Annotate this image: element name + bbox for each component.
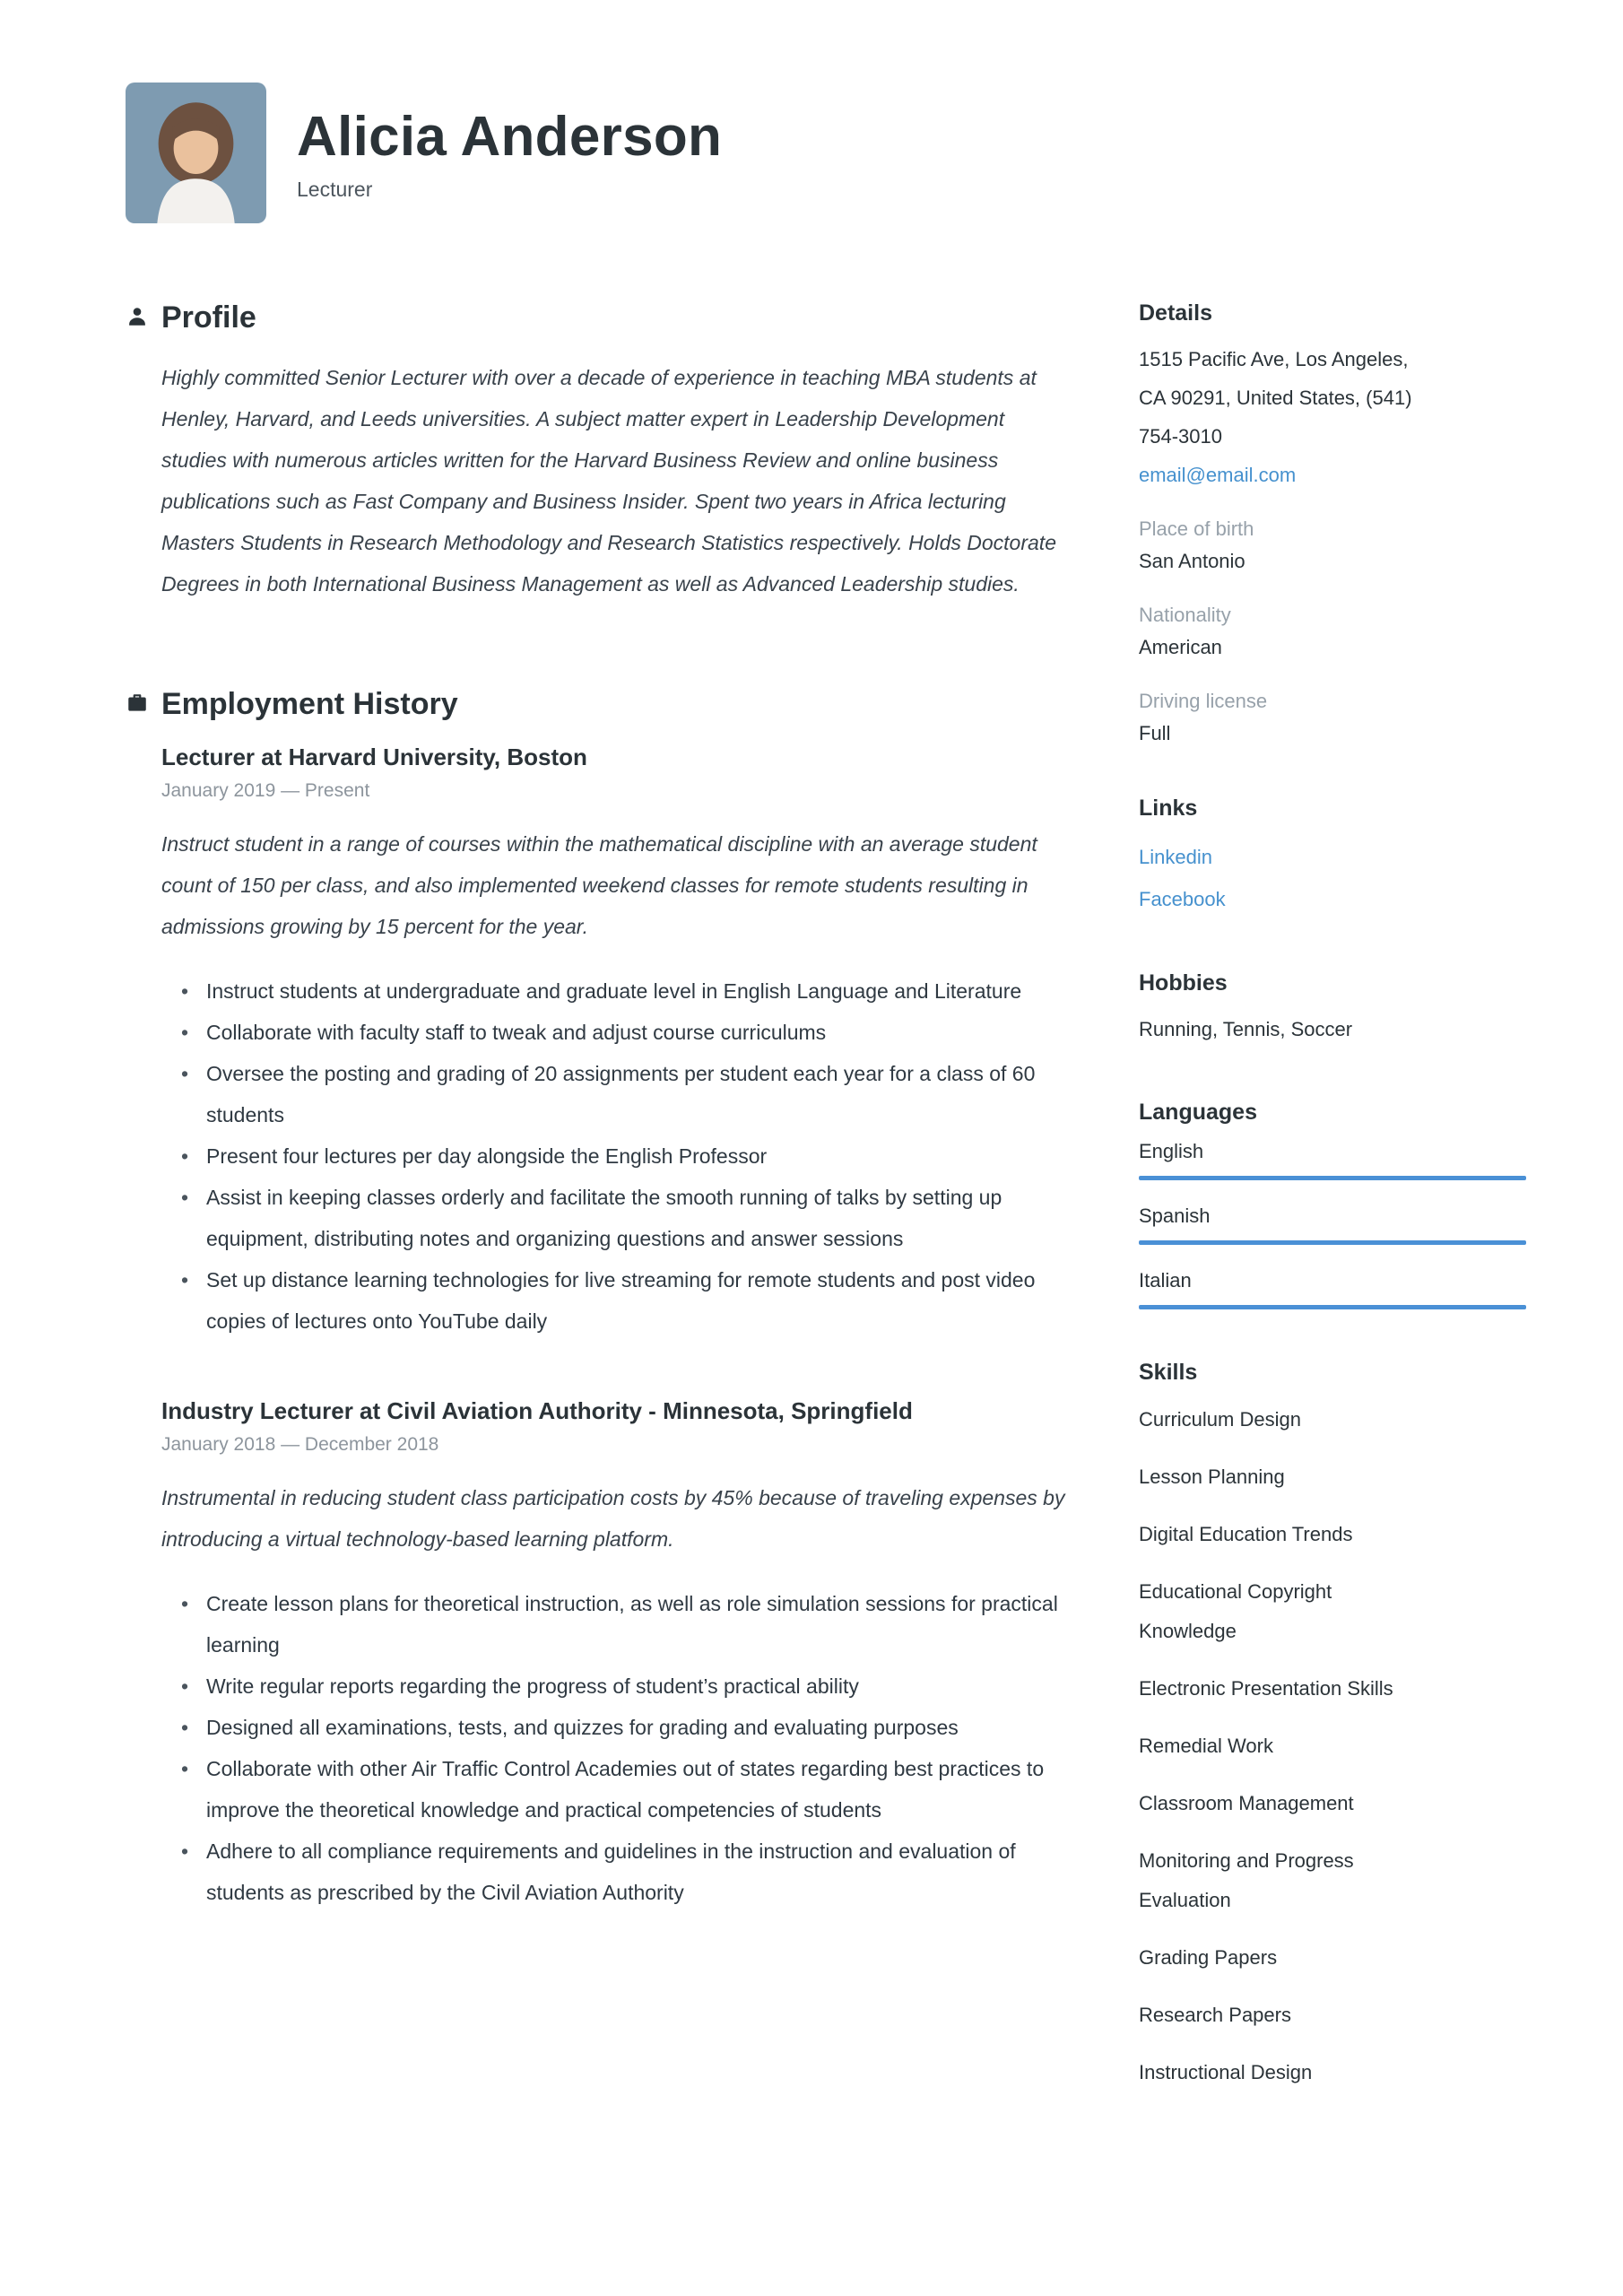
job-entry: [161, 744, 1067, 1342]
address-line: 1515 Pacific Ave, Los Angeles,: [1139, 348, 1409, 370]
language-level-bar: [1139, 1305, 1526, 1309]
profile-section: [161, 300, 1067, 604]
detail-field: [1139, 517, 1526, 573]
bullet-item: • Instruct students at undergraduate and graduate level in English Language and Literature: [206, 970, 1067, 1012]
skill-item: Classroom Management: [1139, 1792, 1354, 1815]
skill-item: Lesson Planning: [1139, 1465, 1285, 1489]
language-name: Spanish: [1139, 1205, 1211, 1228]
language-name: Italian: [1139, 1269, 1192, 1292]
language-item: [1139, 1269, 1526, 1309]
detail-field-value: American: [1139, 635, 1222, 658]
bullet-item: • Oversee the posting and grading of 20 assignments per student each year for a class of 60 students: [206, 1053, 1067, 1135]
skills-section: [1139, 1360, 1526, 2092]
bullet-item: • Present four lectures per day alongside the English Professor: [206, 1135, 1067, 1177]
detail-field-label: Place of birth: [1139, 517, 1254, 540]
bullet-item: • Collaborate with faculty staff to tweak and adjust course curriculums: [206, 1012, 1067, 1053]
job-entry-summary: Instrumental in reducing student class participation costs by 45% because of traveling expenses by introducing a virtual technology-based learning platform.: [161, 1486, 1065, 1551]
links-section: [1139, 796, 1526, 921]
avatar-illustration: [126, 83, 266, 223]
bullet-item: • Set up distance learning technologies for live streaming for remote students and post video copies of lectures onto YouTube daily: [206, 1259, 1067, 1342]
detail-field-value: San Antonio: [1139, 549, 1245, 572]
language-level-bar: [1139, 1240, 1526, 1245]
detail-field-label: Driving license: [1139, 689, 1268, 712]
skills-list: [1139, 1400, 1408, 2092]
skill-item: Educational Copyright Knowledge: [1139, 1580, 1332, 1643]
languages-heading: Languages: [1139, 1100, 1257, 1126]
job-entry-title: Industry Lecturer at Civil Aviation Authority - Minnesota, Springfield: [161, 1397, 913, 1424]
hobbies-section: [1139, 970, 1526, 1049]
skill-item: Curriculum Design: [1139, 1408, 1301, 1431]
profile-heading: Profile: [161, 300, 256, 335]
address-line: 754-3010: [1139, 424, 1222, 448]
address-line: CA 90291, United States, (541): [1139, 386, 1412, 409]
job-entry-bullets: [161, 970, 1067, 1342]
job-entry-dates: January 2018 — December 2018: [161, 1434, 439, 1455]
detail-field-value: Full: [1139, 721, 1171, 744]
skill-item: Remedial Work: [1139, 1735, 1273, 1758]
detail-field: [1139, 604, 1526, 659]
candidate-job-title: Lecturer: [297, 177, 373, 201]
profile-photo: [126, 83, 266, 223]
employment-section: [161, 687, 1067, 1913]
candidate-name: Alicia Anderson: [297, 105, 723, 168]
bullet-item: • Write regular reports regarding the progress of student’s practical ability: [206, 1665, 1067, 1707]
language-level-bar: [1139, 1176, 1526, 1180]
employment-heading: Employment History: [161, 687, 458, 721]
employment-section-head: [161, 687, 1067, 722]
job-entry-title: Lecturer at Harvard University, Boston: [161, 744, 587, 770]
job-entry-summary: Instruct student in a range of courses within the mathematical discipline with an average student count of 150 per class, and also implemented weekend classes for remote students resulting in admissions growing by 15 percent for the year.: [161, 832, 1037, 938]
briefcase-icon: [126, 691, 149, 715]
languages-section: [1139, 1100, 1526, 1309]
job-entry: [161, 1397, 1067, 1913]
language-name: English: [1139, 1140, 1204, 1163]
language-item: [1139, 1140, 1526, 1180]
profile-text: Highly committed Senior Lecturer with over a decade of experience in teaching MBA students at Henley, Harvard, and Leeds universities. A subject matter expert in Leadership Development studies with numerous articles written for the Harvard Business Review and online business publications such as Fast Company and Business Insider. Spent two years in Africa lecturing Masters Students in Research Methodology and Research Statistics respectively. Holds Doctorate Degrees in both International Business Management as well as Advanced Leadership studies.: [161, 366, 1056, 596]
links-heading: Links: [1139, 795, 1198, 821]
skill-item: Instructional Design: [1139, 2061, 1313, 2084]
facebook-link[interactable]: Facebook: [1139, 887, 1226, 910]
skill-item: Electronic Presentation Skills: [1139, 1677, 1393, 1700]
detail-field-label: Nationality: [1139, 603, 1231, 626]
sidebar: [1139, 300, 1526, 2143]
links-list: [1139, 836, 1526, 921]
address-block: [1139, 341, 1526, 457]
skill-item: Digital Education Trends: [1139, 1523, 1353, 1546]
content-columns: [126, 300, 1526, 2143]
job-entry-bullets: [161, 1583, 1067, 1913]
job-entry-dates: January 2019 — Present: [161, 780, 370, 801]
hobbies-text: Running, Tennis, Soccer: [1139, 1018, 1353, 1041]
hobbies-heading: Hobbies: [1139, 970, 1228, 996]
bullet-item: • Adhere to all compliance requirements and guidelines in the instruction and evaluation of students as prescribed by the Civil Aviation Authority: [206, 1831, 1067, 1913]
details-heading: Details: [1139, 300, 1212, 326]
bullet-item: • Create lesson plans for theoretical instruction, as well as role simulation sessions for practical learning: [206, 1583, 1067, 1665]
skill-item: Research Papers: [1139, 2004, 1291, 2027]
detail-field: [1139, 690, 1526, 745]
bullet-item: • Collaborate with other Air Traffic Control Academies out of states regarding best practices to improve the theoretical knowledge and practical competencies of students: [206, 1748, 1067, 1831]
linkedin-link[interactable]: Linkedin: [1139, 845, 1212, 868]
person-icon: [126, 305, 149, 328]
skill-item: Grading Papers: [1139, 1946, 1278, 1970]
profile-section-head: [161, 300, 1067, 335]
bullet-item: • Designed all examinations, tests, and quizzes for grading and evaluating purposes: [206, 1707, 1067, 1748]
details-section: [1139, 300, 1526, 745]
bullet-item: • Assist in keeping classes orderly and facilitate the smooth running of talks by setting up equipment, distributing notes and organizing questions and answer sessions: [206, 1177, 1067, 1259]
skills-heading: Skills: [1139, 1360, 1198, 1386]
main-column: [126, 300, 1067, 1913]
email-link[interactable]: email@email.com: [1139, 463, 1297, 486]
header-text: [297, 105, 722, 202]
language-item: [1139, 1205, 1526, 1245]
skill-item: Monitoring and Progress Evaluation: [1139, 1849, 1354, 1912]
resume-header: [126, 83, 1526, 223]
